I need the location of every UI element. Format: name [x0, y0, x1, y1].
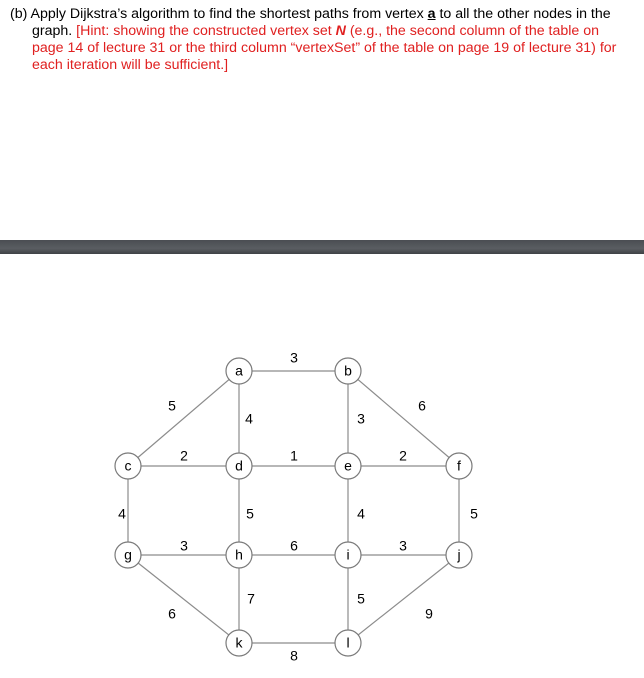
- node-g: [115, 542, 141, 568]
- node-k: [226, 630, 252, 656]
- node-h: [226, 542, 252, 568]
- node-label-g: g: [124, 546, 132, 563]
- node-j: [446, 542, 472, 568]
- edge-weight-a-c: 5: [168, 397, 176, 414]
- source-vertex: a: [427, 6, 436, 22]
- edge-weight-c-d: 2: [180, 447, 188, 464]
- node-label-c: c: [124, 457, 132, 474]
- edge-weight-f-j: 5: [470, 505, 478, 522]
- node-a: [226, 358, 252, 384]
- edge-weight-k-l: 8: [290, 647, 298, 664]
- edge-weight-c-g: 4: [118, 505, 126, 522]
- node-c: [115, 453, 141, 479]
- node-d: [226, 453, 252, 479]
- edge-weight-h-i: 6: [290, 537, 298, 554]
- node-label-d: d: [235, 457, 243, 474]
- edge-weight-a-b: 3: [290, 349, 298, 366]
- node-b: [335, 358, 361, 384]
- hint-part1: [Hint: showing the constructed vertex set: [76, 23, 336, 39]
- node-label-f: f: [457, 457, 461, 474]
- edge-weight-h-k: 7: [247, 590, 255, 607]
- node-label-l: l: [346, 634, 350, 651]
- edge-weight-j-l: 9: [425, 605, 433, 622]
- node-label-e: e: [344, 457, 352, 474]
- question-prefix: (b) Apply Dijkstra’s algorithm to find the shortest paths from vertex: [10, 6, 428, 22]
- edge-weight-b-f: 6: [418, 397, 426, 414]
- node-i: [335, 542, 361, 568]
- edge-g-k: [128, 555, 239, 643]
- node-e: [335, 453, 361, 479]
- edges-layer: [128, 371, 459, 643]
- edge-weight-a-d: 4: [245, 410, 253, 427]
- edge-weight-g-h: 3: [180, 537, 188, 554]
- hint-part2: (e.g., the second column of the table on page 14 of lecture 31 or the third column “vertexSet” of the table on page 19 of lecture 31) for each iteration will be sufficient.]: [32, 23, 617, 73]
- node-label-j: j: [457, 546, 461, 563]
- edge-weight-i-l: 5: [357, 590, 365, 607]
- node-label-a: a: [235, 362, 243, 379]
- edge-weight-e-i: 4: [357, 505, 365, 522]
- hint-vertex-set: N: [335, 23, 346, 39]
- question-suffix: to all the other nodes in the graph.: [32, 6, 611, 39]
- edge-weight-b-e: 3: [357, 410, 365, 427]
- edge-weight-i-j: 3: [399, 537, 407, 554]
- node-f: [446, 453, 472, 479]
- node-label-h: h: [235, 546, 243, 563]
- weights-layer: [118, 350, 478, 664]
- edge-weight-d-e: 1: [290, 447, 298, 464]
- node-l: [335, 630, 361, 656]
- edge-weight-d-h: 5: [246, 505, 254, 522]
- node-label-k: k: [235, 634, 243, 651]
- edge-weight-g-k: 6: [168, 605, 176, 622]
- node-label-b: b: [344, 362, 352, 379]
- node-label-i: i: [346, 546, 350, 563]
- edge-weight-e-f: 2: [399, 447, 407, 464]
